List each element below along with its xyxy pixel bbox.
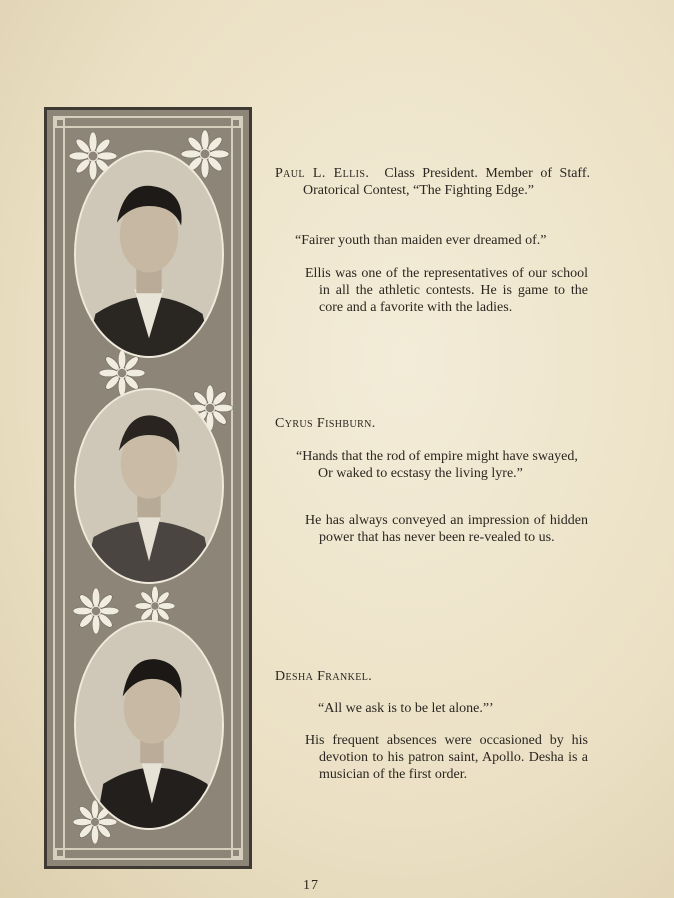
student-description-block xyxy=(305,732,588,783)
portrait-panel xyxy=(44,107,252,869)
student-description: He has always conveyed an impression of hidden power that has never been re-vealed to us. xyxy=(305,513,588,545)
panel-corner-ornament xyxy=(55,118,65,128)
student-description: Ellis was one of the representatives of our school in all the athletic contests. He is game to the core and a favorite with the ladies. xyxy=(305,266,588,315)
student-description-block xyxy=(305,512,588,546)
student-description: His frequent absences were occasioned by his devotion to his patron saint, Apollo. Desha is a musician of the first order. xyxy=(305,733,588,782)
portrait-photo xyxy=(76,622,222,828)
entry-desha-frankel xyxy=(275,668,590,685)
page-number: 17 xyxy=(303,878,319,893)
student-quote-block xyxy=(296,448,588,482)
student-quote: “Fairer youth than maiden ever dreamed of.” xyxy=(295,233,547,248)
portrait-paul-ellis xyxy=(74,150,224,358)
student-quote-line-2: Or waked to ecstasy the living lyre.” xyxy=(318,466,523,481)
panel-rail-bottom xyxy=(63,848,233,850)
entry-heading xyxy=(275,165,590,199)
panel-corner-ornament xyxy=(231,118,241,128)
portrait-cyrus-fishburn xyxy=(74,388,224,584)
panel-rail-top xyxy=(63,126,233,128)
portrait-photo xyxy=(76,390,222,582)
student-quote: “All we ask is to be let alone.”’ xyxy=(318,701,494,716)
student-name: Cyrus Fishburn. xyxy=(275,416,376,431)
student-quote: “Hands that the rod of empire might have swayed, xyxy=(296,449,578,464)
entry-cyrus-fishburn xyxy=(275,415,590,432)
panel-rail-right xyxy=(231,126,233,850)
panel-corner-ornament xyxy=(231,848,241,858)
student-description-block xyxy=(305,265,588,316)
portrait-photo xyxy=(76,152,222,356)
portrait-desha-frankel xyxy=(74,620,224,830)
entry-paul-ellis xyxy=(275,165,590,199)
student-name: Paul L. Ellis. xyxy=(275,166,370,181)
daisy-flower-icon xyxy=(73,588,119,634)
panel-corner-ornament xyxy=(55,848,65,858)
panel-rail-left xyxy=(63,126,65,850)
student-details: Class President. Member of Staff. Oratorical Contest, “The Fighting Edge.” xyxy=(303,166,591,198)
student-name: Desha Frankel. xyxy=(275,669,373,684)
